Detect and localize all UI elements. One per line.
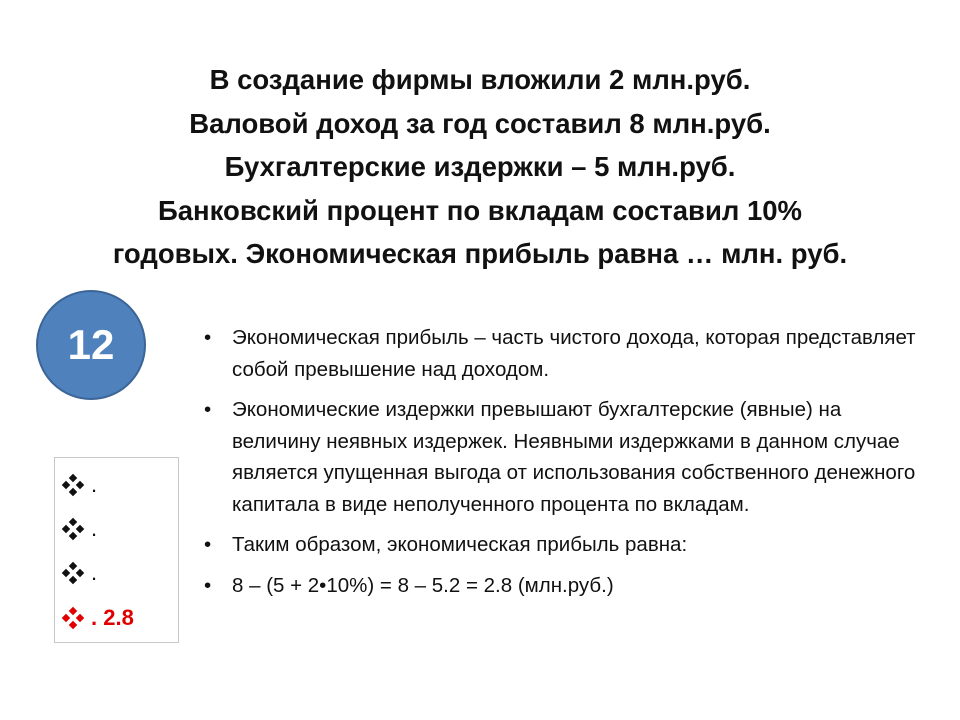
answer-option-correct[interactable]: [63, 603, 134, 633]
title-line: В создание фирмы вложили 2 млн.руб.: [209, 64, 751, 95]
bullet-dot-icon: •: [204, 573, 212, 597]
explanation-text: Экономические издержки превышают бухгалтерские (явные) на величину неявных издержек. Неявными издержками в данном случае является упущенная выгода от использования собственного денежного капитала в виде неполученного процента по вкладам.: [232, 398, 916, 516]
explanation-item: [200, 529, 920, 561]
answer-option[interactable]: [63, 558, 97, 588]
answer-option[interactable]: [63, 514, 97, 544]
explanation-list: [200, 322, 920, 610]
slide-title: [40, 58, 920, 276]
explanation-formula: 8 – (5 + 2•10%) = 8 – 5.2 = 2.8 (млн.руб.): [232, 573, 614, 597]
diamond-bullet-icon: [63, 519, 83, 539]
bullet-dot-icon: •: [204, 326, 212, 349]
answer-option-label: .: [91, 560, 98, 585]
diamond-bullet-icon: [63, 608, 83, 628]
title-line: Бухгалтерские издержки – 5 млн.руб.: [224, 151, 736, 182]
answer-option-label: .: [91, 516, 98, 541]
answer-options-box: [54, 457, 179, 643]
explanation-text: Экономическая прибыль – часть чистого дохода, которая представляет собой превышение над доходом.: [232, 326, 916, 381]
explanation-item: [200, 322, 920, 385]
title-line: Валовой доход за год составил 8 млн.руб.: [189, 107, 771, 139]
explanation-item: [200, 570, 920, 602]
title-line: Банковский процент по вкладам составил 10%: [157, 194, 803, 226]
diamond-bullet-icon: [63, 475, 83, 495]
question-number-badge: [36, 290, 146, 400]
answer-option-label: .: [91, 472, 98, 497]
answer-option-label: . 2.8: [91, 605, 134, 630]
answer-option[interactable]: [63, 470, 97, 500]
bullet-dot-icon: •: [204, 398, 212, 421]
explanation-text: Таким образом, экономическая прибыль равна:: [232, 533, 688, 556]
explanation-item: [200, 394, 920, 520]
bullet-dot-icon: •: [204, 533, 212, 556]
diamond-bullet-icon: [63, 563, 83, 583]
title-line: годовых. Экономическая прибыль равна … млн. руб.: [112, 238, 848, 269]
question-number: 12: [67, 321, 115, 368]
